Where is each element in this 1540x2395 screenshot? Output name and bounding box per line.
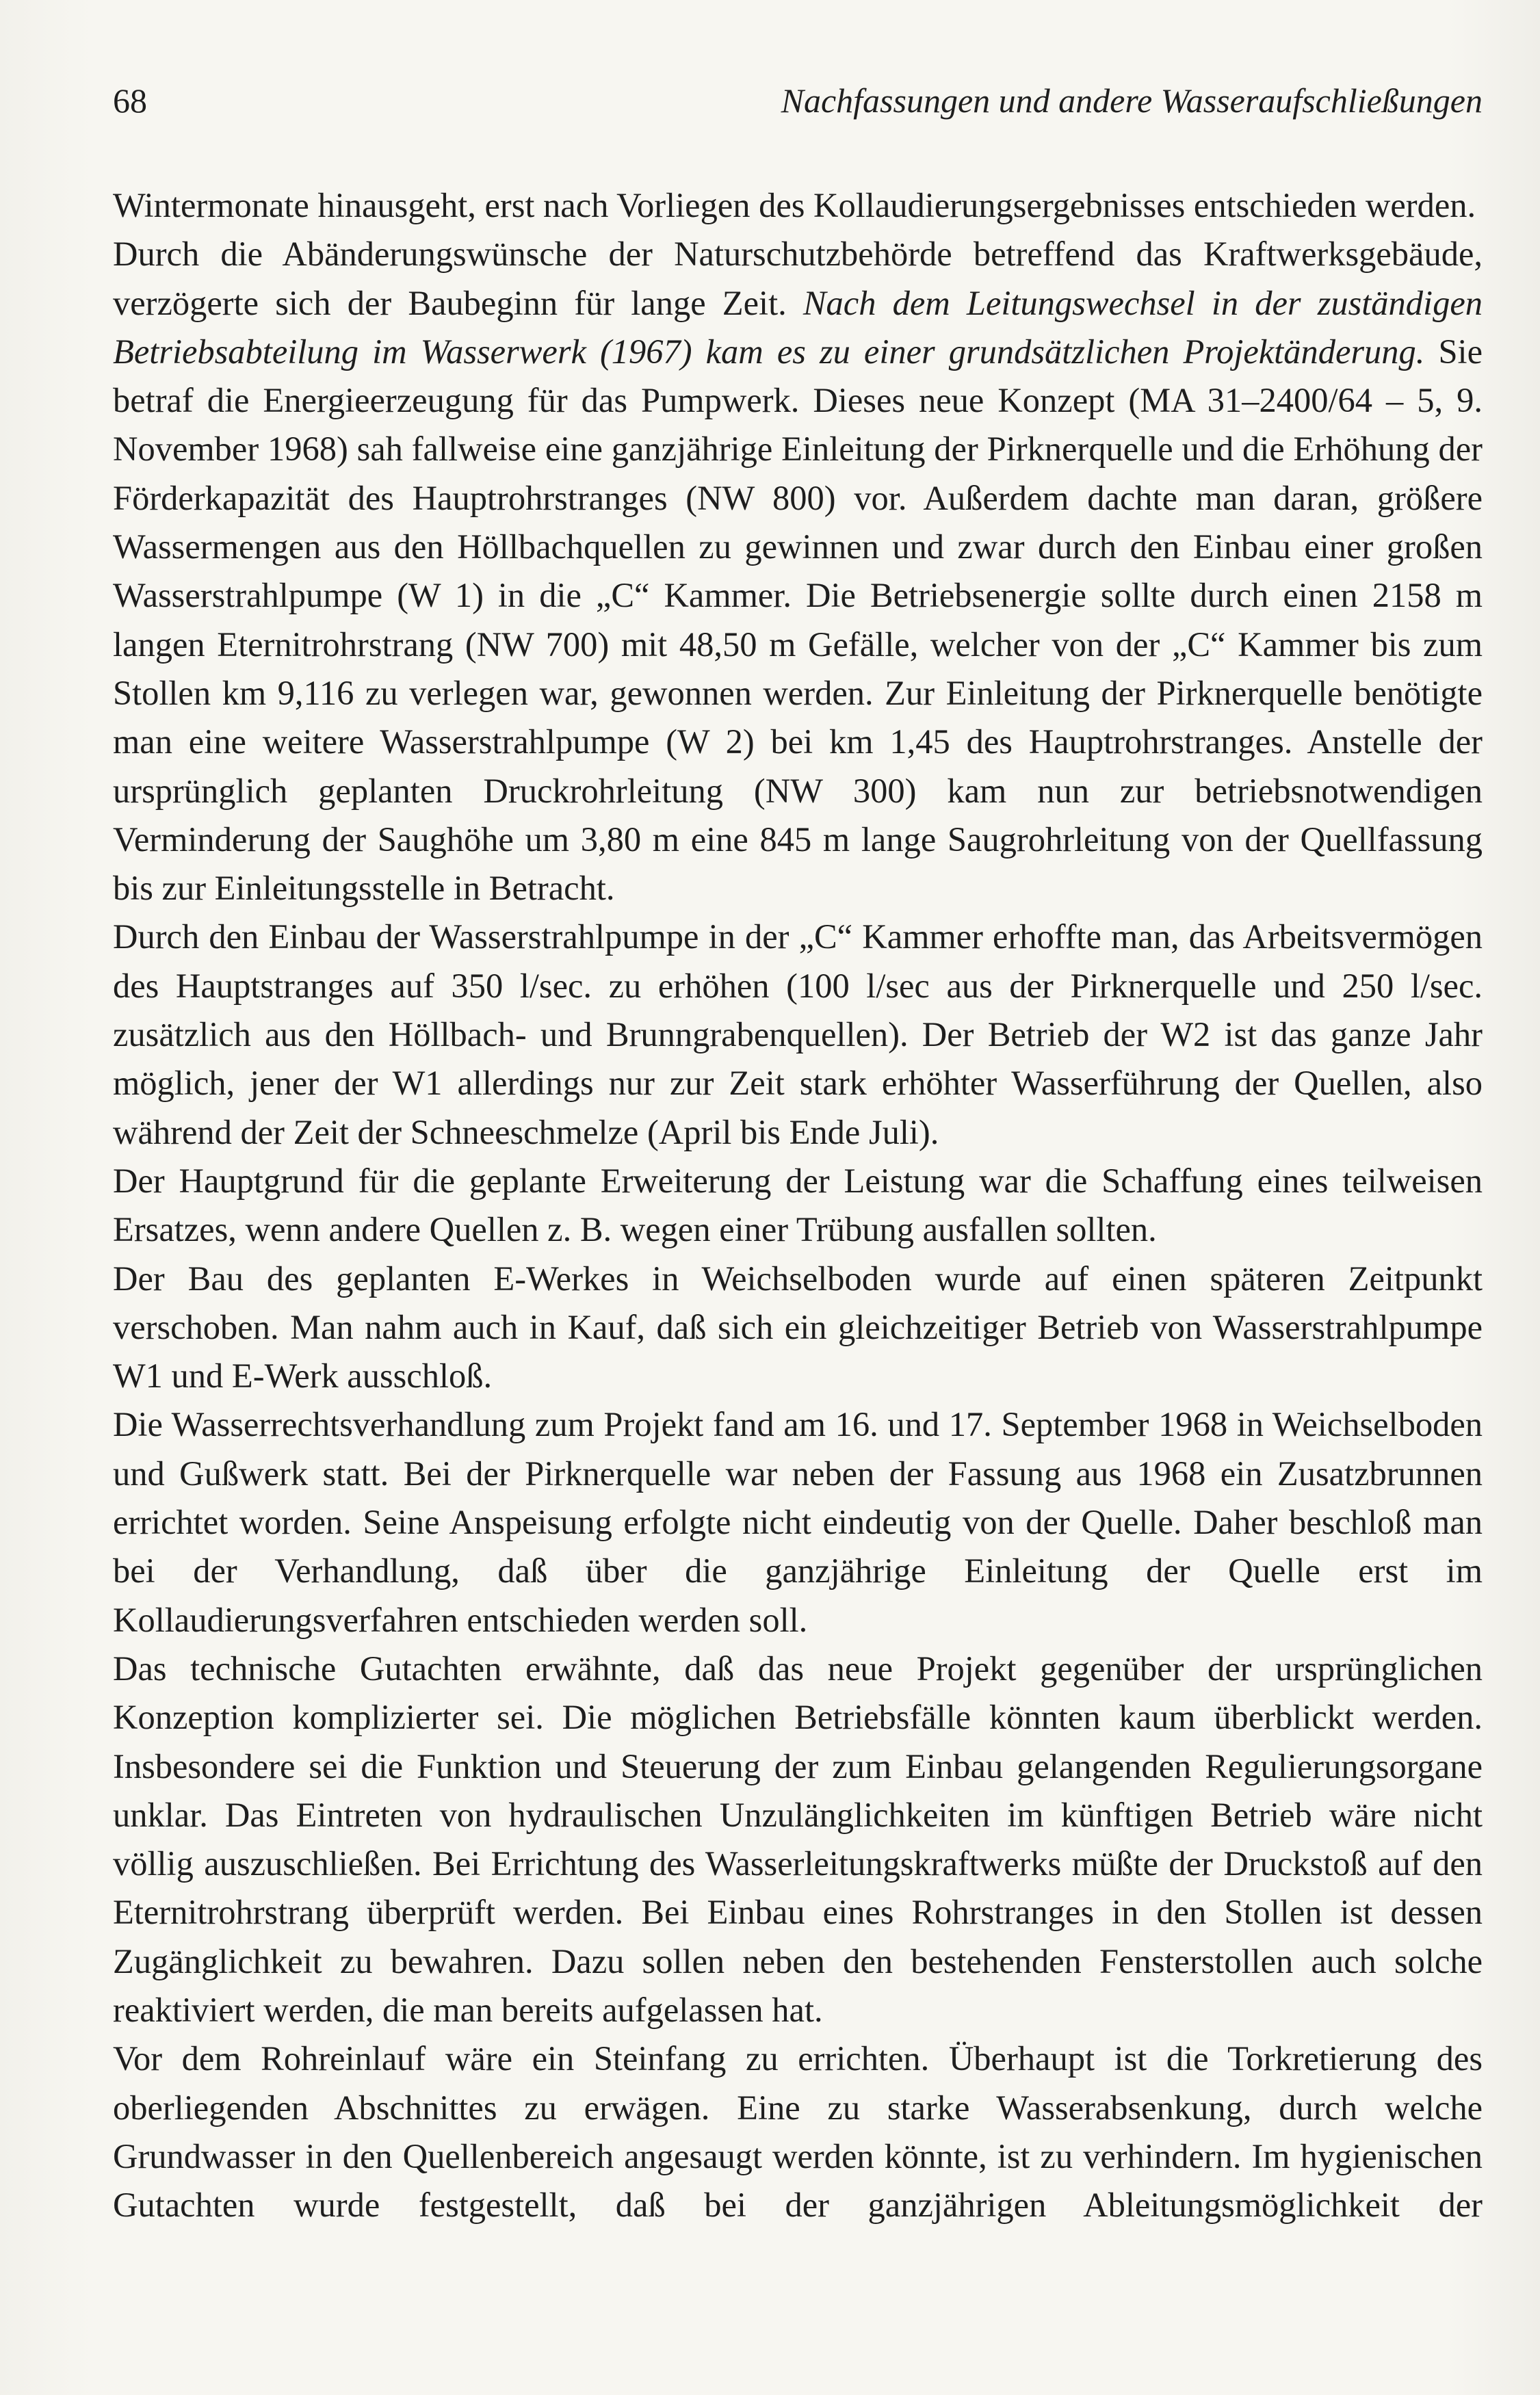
paragraph: Die Wasserrechtsverhandlung zum Projekt fand am 16. und 17. September 1968 in Weichselboden und Gußwerk statt. Bei der Pirknerquelle war neben der Fassung aus 1968 ein Zusatzbrunnen errichtet worden. Seine Anspeisung erfolgte nicht eindeutig von der Quelle. Daher beschloß man bei der Verhandlung, daß über die ganzjährige Einleitung der Quelle erst im Kollaudierungsverfahren entschieden werden soll. [113,1405,1483,1639]
paragraph: Durch den Einbau der Wasserstrahlpumpe in der „C“ Kammer erhoffte man, das Arbeitsvermögen des Hauptstranges auf 350 l/sec. zu erhöhen (100 l/sec aus der Pirknerquelle und 250 l/sec. zusätzlich aus den Höllbach- und Brunngrabenquellen). Der Betrieb der W2 ist das ganze Jahr möglich, jener der W1 allerdings nur zur Zeit stark erhöhter Wasserführung der Quellen, also während der Zeit der Schneeschmelze (April bis Ende Juli). [113,917,1483,1151]
body-text [113,181,1483,2229]
italic-emphasis: Nach dem Leitungswechsel in der zuständigen Betriebsabteilung im Wasserwerk (1967) kam es zu einer grundsätzlichen Projektänderung. [113,283,1483,371]
paragraph: Der Bau des geplanten E-Werkes in Weichselboden wurde auf einen späteren Zeitpunkt verschoben. Man nahm auch in Kauf, daß sich ein gleichzeitiger Betrieb von Wasserstrahlpumpe W1 und E-Werk ausschloß. [113,1259,1483,1396]
paragraph: Vor dem Rohreinlauf wäre ein Steinfang zu errichten. Überhaupt ist die Torkretierung des oberliegenden Abschnittes zu erwägen. Eine zu starke Wasserabsenkung, durch welche Grundwasser in den Quellenbereich angesaugt werden könnte, ist zu verhindern. Im hygienischen Gutachten wurde festgestellt, daß bei der ganzjährigen Ableitungsmöglichkeit der [113,2039,1483,2225]
paragraph: Wintermonate hinausgeht, erst nach Vorliegen des Kollaudierungsergebnisses entschieden werden. [113,186,1476,224]
paragraph-text: Durch die Abänderungswünsche der Naturschutzbehörde betreffend das Kraftwerksgebäude, verzögerte sich der Baubeginn für lange Zeit. [113,235,1483,322]
page-number: 68 [113,81,147,120]
paragraph-text: Sie betraf die Energieerzeugung für das Pumpwerk. Dieses neue Konzept (MA 31–2400/64 – 5, 9. November 1968) sah fallweise eine ganzjährige Einleitung der Pirknerquelle und die Erhöhung der Förderkapazität des Hauptrohrstranges (NW 800) vor. Außerdem dachte man daran, größere Wassermengen aus den Höllbachquellen zu gewinnen und zwar durch den Einbau einer großen Wasserstrahlpumpe (W 1) in die „C“ Kammer. Die Betriebsenergie sollte durch einen 2158 m langen Eternitrohrstrang (NW 700) mit 48,50 m Gefälle, welcher von der „C“ Kammer bis zum Stollen km 9,116 zu verlegen war, gewonnen werden. Zur Einleitung der Pirknerquelle benötigte man eine weitere Wasserstrahlpumpe (W 2) bei km 1,45 des Hauptrohrstranges. Anstelle der ursprünglich geplanten Druckrohrleitung (NW 300) kam nun zur betriebsnotwendigen Verminderung der Saughöhe um 3,80 m eine 845 m lange Saugrohrleitung von der Quellfassung bis zur Einleitungsstelle in Betracht. [113,332,1483,908]
paragraph [113,230,1483,913]
running-head [113,77,1483,125]
paragraph: Das technische Gutachten erwähnte, daß das neue Projekt gegenüber der ursprünglichen Konzeption komplizierter sei. Die möglichen Betriebsfälle könnten kaum überblickt werden. Insbesondere sei die Funktion und Steuerung der zum Einbau gelangenden Regulierungsorgane unklar. Das Eintreten von hydraulischen Unzulänglichkeiten im künftigen Betrieb wäre nicht völlig auszuschließen. Bei Errichtung des Wasserleitungskraftwerks müßte der Druckstoß auf den Eternitrohrstrang überprüft werden. Bei Einbau eines Rohrstranges in den Stollen ist dessen Zugänglichkeit zu bewahren. Dazu sollen neben den bestehenden Fensterstollen auch solche reaktiviert werden, die man bereits aufgelassen hat. [113,1649,1483,2029]
paragraph: Der Hauptgrund für die geplante Erweiterung der Leistung war die Schaffung eines teilweisen Ersatzes, wenn andere Quellen z. B. wegen einer Trübung ausfallen sollten. [113,1161,1483,1249]
running-title: Nachfassungen und andere Wasseraufschließungen [781,81,1483,120]
